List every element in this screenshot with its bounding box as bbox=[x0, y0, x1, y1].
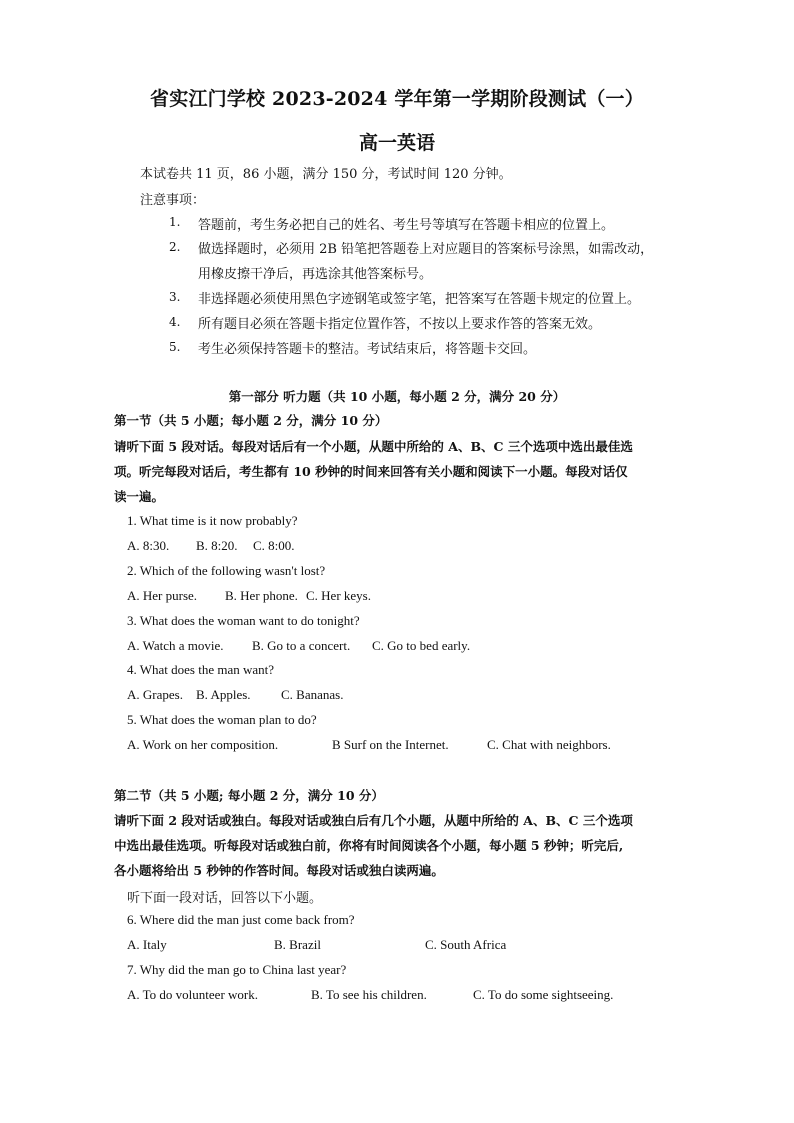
option-c: C. Bananas. bbox=[281, 687, 344, 702]
option-a: A. 8:30. bbox=[127, 538, 170, 553]
note-text: 所有题目必须在答题卡指定位置作答，不按以上要求作答的答案无效。 bbox=[198, 317, 602, 332]
option-a: A. Her purse. bbox=[127, 588, 198, 603]
note-text: 考生必须保持答题卡的整洁。考试结束后，将答题卡交回。 bbox=[198, 342, 537, 357]
note-number: 1. bbox=[169, 215, 181, 229]
note-number: 3. bbox=[169, 290, 181, 304]
question-stem: 7. Why did the man go to China last year? bbox=[127, 962, 347, 977]
question-stem: 2. Which of the following wasn't lost? bbox=[127, 563, 326, 578]
section2-instruction: 各小题将给出 5 秒钟的作答时间。每段对话或独白读两遍。 bbox=[114, 863, 444, 878]
note-text-continued: 用橡皮擦干净后，再选涂其他答案标号。 bbox=[198, 267, 433, 282]
exam-title: 省实江门学校 2023-2024 学年第一学期阶段测试（一） bbox=[150, 88, 644, 110]
section1-instruction: 读一遍。 bbox=[114, 489, 165, 504]
section1-title: 第一节（共 5 小题；每小题 2 分，满分 10 分） bbox=[114, 413, 388, 428]
option-b: B. To see his children. bbox=[311, 987, 427, 1002]
option-a: A. To do volunteer work. bbox=[127, 987, 258, 1002]
question-stem: 3. What does the woman want to do tonight? bbox=[127, 613, 360, 628]
question-stem: 6. Where did the man just come back from? bbox=[127, 912, 355, 927]
option-c: C. Her keys. bbox=[306, 588, 371, 603]
note-number: 4. bbox=[169, 315, 181, 329]
option-a: A. Italy bbox=[127, 937, 167, 952]
option-a: A. Grapes. bbox=[127, 687, 183, 702]
option-a: A. Work on her composition. bbox=[127, 737, 279, 752]
section2-title: 第二节（共 5 小题; 每小题 2 分，满分 10 分） bbox=[114, 788, 384, 803]
option-a: A. Watch a movie. bbox=[127, 638, 224, 653]
note-text: 答题前，考生务必把自己的姓名、考生号等填写在答题卡相应的位置上。 bbox=[198, 218, 615, 233]
option-b: B. Apples. bbox=[196, 687, 251, 702]
section2-instruction: 中选出最佳选项。听每段对话或独白前，你将有时间阅读各个小题，每小题 5 秒钟；听完后, bbox=[114, 838, 624, 853]
part1-title: 第一部分 听力题（共 10 小题，每小题 2 分，满分 20 分） bbox=[228, 389, 566, 404]
option-b: B. Go to a concert. bbox=[252, 638, 351, 653]
section1-instruction: 请听下面 5 段对话。每段对话后有一个小题，从题中所给的 A、B、C 三个选项中选出最佳选 bbox=[114, 439, 633, 454]
question-stem: 1. What time is it now probably? bbox=[127, 513, 298, 528]
note-number: 2. bbox=[169, 240, 181, 254]
question-stem: 4. What does the man want? bbox=[127, 662, 275, 677]
option-c: C. To do some sightseeing. bbox=[473, 987, 614, 1002]
notes-label: 注意事项： bbox=[140, 193, 206, 208]
option-c: C. South Africa bbox=[425, 937, 507, 952]
note-text: 非选择题必须使用黑色字迹钢笔或签字笔，把答案写在答题卡规定的位置上。 bbox=[198, 292, 641, 307]
option-c: C. Chat with neighbors. bbox=[487, 737, 611, 752]
note-number: 5. bbox=[169, 340, 181, 354]
option-c: C. Go to bed early. bbox=[372, 638, 471, 653]
option-b: B. 8:20. bbox=[196, 538, 238, 553]
option-b: B. Brazil bbox=[274, 937, 321, 952]
section2-instruction: 请听下面 2 段对话或独白。每段对话或独白后有几个小题，从题中所给的 A、B、C 三个选项 bbox=[114, 813, 633, 828]
exam-summary: 本试卷共 11 页，86 小题，满分 150 分，考试时间 120 分钟。 bbox=[140, 167, 512, 182]
option-b: B Surf on the Internet. bbox=[332, 737, 449, 752]
note-text: 做选择题时，必须用 2B 铅笔把答题卷上对应题目的答案标号涂黑，如需改动， bbox=[198, 242, 654, 257]
question-stem: 5. What does the woman plan to do? bbox=[127, 712, 317, 727]
option-c: C. 8:00. bbox=[253, 538, 295, 553]
option-b: B. Her phone. bbox=[225, 588, 298, 603]
exam-subject: 高一英语 bbox=[358, 132, 435, 154]
section1-instruction: 项。听完每段对话后，考生都有 10 秒钟的时间来回答有关小题和阅读下一小题。每段对话仅 bbox=[114, 464, 628, 479]
dialogue-lead: 听下面一段对话，回答以下小题。 bbox=[127, 891, 323, 906]
